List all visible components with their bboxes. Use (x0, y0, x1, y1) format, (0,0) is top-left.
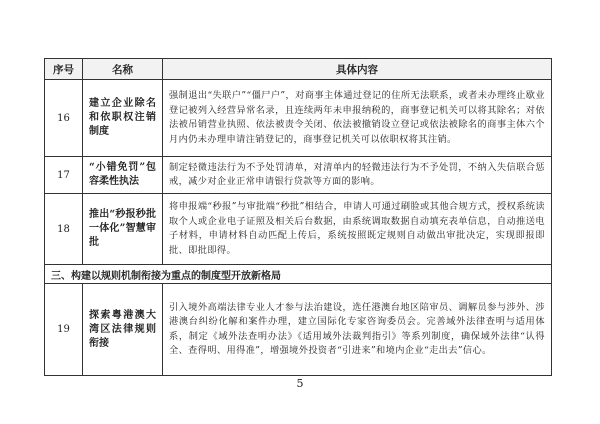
header-number: 序号 (45, 59, 83, 80)
header-content: 具体内容 (163, 59, 552, 80)
row-content: 制定轻微违法行为不予处罚清单，对清单内的轻微违法行为不予处罚，不纳入失信联合惩戒，减少对企业正常申请银行贷款等方面的影响。 (163, 157, 552, 194)
row-content: 引入境外高端法律专业人才参与法治建设，选任港澳台地区陪审员、调解员参与涉外、涉港澳台纠纷化解和案件办理，建立国际化专家咨询委员会。完善域外法律查明与适用体系，制定《域外法查明办法》《适用域外法裁判指引》等系列制度，确保域外法律“认得全、查得明、用得准”，增强境外投资者“引进来”和境内企业“走出去”信心。 (163, 284, 552, 376)
row-name: 建立企业除名和依职权注销制度 (83, 80, 163, 157)
page-number: 5 (296, 377, 304, 390)
row-number: 19 (45, 284, 83, 376)
row-number: 17 (45, 157, 83, 194)
table-row (45, 194, 552, 265)
table-header-row (45, 59, 552, 80)
section-row (45, 265, 552, 284)
row-number: 16 (45, 80, 83, 157)
section-title: 三、构建以规则机制衔接为重点的制度型开放新格局 (45, 265, 552, 284)
row-name: “小错免罚”包容柔性执法 (83, 157, 163, 194)
table-row (45, 284, 552, 376)
row-name: 探索粤港澳大湾区法律规则衔接 (83, 284, 163, 376)
table-row (45, 157, 552, 194)
row-content: 将申报端“秒报”与审批端“秒批”相结合，申请人可通过刷脸或其他合规方式，授权系统读取个人或企业电子证照及相关后台数据，由系统调取数据自动填充表单信息，自动推送电子材料，申请材料自动匹配上传后，系统按照既定规则自动做出审批决定，实现即报即批、即批即得。 (163, 194, 552, 265)
row-name: 推出“秒报秒批一体化”智慧审批 (83, 194, 163, 265)
header-name: 名称 (83, 59, 163, 80)
table-row (45, 80, 552, 157)
row-content: 强制退出“失联户”“僵尸户”，对商事主体通过登记的住所无法联系，或者未办理终止歇业登记被列入经营异常名录，且连续两年未申报纳税的，商事登记机关可以将其除名；对依法被吊销营业执照、依法被责令关闭、依法被撤销设立登记或依法被除名的商事主体六个月内仍未办理申请注销登记的，商事登记机关可以依职权将其注销。 (163, 80, 552, 157)
row-number: 18 (45, 194, 83, 265)
policy-table (44, 58, 552, 376)
